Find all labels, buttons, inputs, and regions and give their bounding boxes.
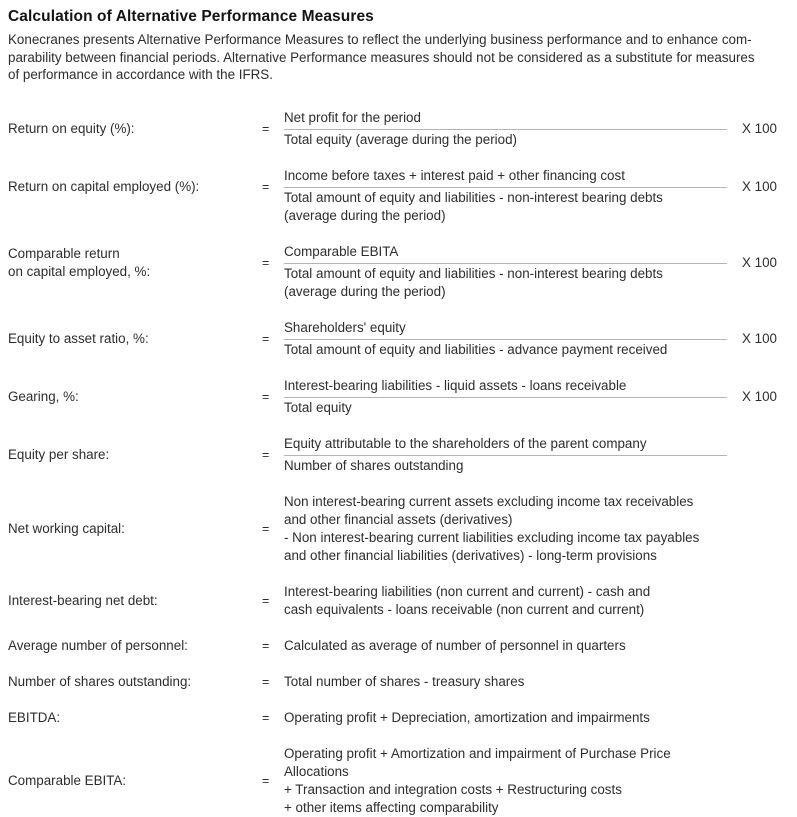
measure-formula xyxy=(284,583,727,619)
measure-formula xyxy=(284,109,727,149)
formula-line: Interest-bearing liabilities (non current and current) - cash and xyxy=(284,583,651,599)
measure-label xyxy=(8,120,262,138)
equals-sign: = xyxy=(262,521,270,536)
measure-label xyxy=(8,245,262,281)
fraction-denominator-line: Total equity (average during the period) xyxy=(284,131,517,147)
equals-sign: = xyxy=(262,710,270,725)
measure-formula xyxy=(284,709,727,727)
measure-formula xyxy=(284,377,727,417)
measure-label-line: Number of shares outstanding: xyxy=(8,673,192,689)
measure-label-line: Comparable EBITA: xyxy=(8,772,127,788)
formula-line: Operating profit + Depreciation, amortization and impairments xyxy=(284,709,650,725)
formula-line: - Non interest-bearing current liabilities excluding income tax payables xyxy=(284,529,700,545)
equals-sign: = xyxy=(262,179,270,194)
measure-label xyxy=(8,178,262,196)
fraction-numerator: Interest-bearing liabilities - liquid assets - loans receivable xyxy=(284,377,727,398)
intro-line: Konecranes presents Alternative Performance Measures to reflect the underlying business performance and to enhance com- xyxy=(8,32,752,47)
measure-label xyxy=(8,673,262,691)
formula-line: Total number of shares - treasury shares xyxy=(284,673,525,689)
measure-formula xyxy=(284,319,727,359)
equals-sign: = xyxy=(262,447,270,462)
fraction-denominator xyxy=(284,130,727,149)
measure-formula xyxy=(284,745,727,817)
fraction-denominator xyxy=(284,398,727,417)
multiplier-x100: X 100 xyxy=(742,330,777,346)
measure-formula xyxy=(284,167,727,225)
measure-label xyxy=(8,388,262,406)
measure-row xyxy=(8,109,789,149)
fraction-denominator-line: Total amount of equity and liabilities - non-interest bearing debts xyxy=(284,265,663,281)
formula-line: Operating profit + Amortization and impairment of Purchase Price Allocations xyxy=(284,745,671,779)
measure-row xyxy=(8,435,789,475)
measure-label xyxy=(8,330,262,348)
measure-label xyxy=(8,709,262,727)
measure-formula xyxy=(284,243,727,301)
multiplier-x100: X 100 xyxy=(742,120,777,136)
measure-row xyxy=(8,377,789,417)
equals-sign: = xyxy=(262,255,270,270)
formula-line: Non interest-bearing current assets excluding income tax receivables xyxy=(284,493,694,509)
measure-formula xyxy=(284,493,727,565)
measure-row xyxy=(8,709,789,727)
measure-label-line: Gearing, %: xyxy=(8,388,79,404)
multiplier-x100: X 100 xyxy=(742,178,777,194)
formula-line: and other financial liabilities (derivatives) - long-term provisions xyxy=(284,547,657,563)
measure-label xyxy=(8,520,262,538)
measure-label-line: on capital employed, %: xyxy=(8,263,151,279)
equals-sign: = xyxy=(262,593,270,608)
equals-sign: = xyxy=(262,121,270,136)
page-title: Calculation of Alternative Performance Measures xyxy=(8,8,374,25)
measures-list xyxy=(8,109,789,817)
equals-sign: = xyxy=(262,331,270,346)
fraction-denominator xyxy=(284,340,727,359)
measure-label-line: Net working capital: xyxy=(8,520,125,536)
equals-sign: = xyxy=(262,773,270,788)
measure-label-line: Return on capital employed (%): xyxy=(8,178,200,194)
fraction-numerator: Shareholders' equity xyxy=(284,319,727,340)
multiplier-x100: X 100 xyxy=(742,388,777,404)
measure-label-line: Equity to asset ratio, %: xyxy=(8,330,149,346)
formula-line: Calculated as average of number of personnel in quarters xyxy=(284,637,626,653)
equals-sign: = xyxy=(262,674,270,689)
formula-line: cash equivalents - loans receivable (non current and current) xyxy=(284,601,645,617)
measure-label-line: Interest-bearing net debt: xyxy=(8,592,158,608)
fraction-denominator-line: Number of shares outstanding xyxy=(284,457,464,473)
measure-formula xyxy=(284,637,727,655)
measure-row xyxy=(8,319,789,359)
formula-line: and other financial assets (derivatives) xyxy=(284,511,513,527)
measure-label xyxy=(8,592,262,610)
fraction-numerator: Comparable EBITA xyxy=(284,243,727,264)
equals-sign: = xyxy=(262,389,270,404)
intro-paragraph xyxy=(8,31,789,84)
multiplier-x100: X 100 xyxy=(742,254,777,270)
measure-label-line: Comparable return xyxy=(8,245,120,261)
measure-formula xyxy=(284,435,727,475)
measure-row xyxy=(8,167,789,225)
fraction-numerator: Net profit for the period xyxy=(284,109,727,130)
fraction-denominator xyxy=(284,264,727,301)
fraction-denominator-line: Total amount of equity and liabilities - non-interest bearing debts xyxy=(284,189,663,205)
measure-label xyxy=(8,446,262,464)
measure-row xyxy=(8,583,789,619)
fraction-numerator: Equity attributable to the shareholders of the parent company xyxy=(284,435,727,456)
measure-label-line: EBITDA: xyxy=(8,709,61,725)
formula-line: + other items affecting comparability xyxy=(284,799,499,815)
measure-row xyxy=(8,673,789,691)
fraction-denominator xyxy=(284,188,727,225)
measure-label-line: Return on equity (%): xyxy=(8,120,135,136)
fraction-denominator-line: (average during the period) xyxy=(284,283,446,299)
measure-label xyxy=(8,637,262,655)
fraction-numerator: Income before taxes + interest paid + other financing cost xyxy=(284,167,727,188)
intro-line: parability between financial periods. Alternative Performance measures should not be considered as a substitute for measures xyxy=(8,49,755,65)
measure-row xyxy=(8,493,789,565)
fraction-denominator-line: Total amount of equity and liabilities - advance payment received xyxy=(284,341,668,357)
measure-formula xyxy=(284,673,727,691)
fraction-denominator-line: Total equity xyxy=(284,399,352,415)
measure-label-line: Average number of personnel: xyxy=(8,637,188,653)
measure-row xyxy=(8,637,789,655)
fraction-denominator xyxy=(284,456,727,475)
intro-line: of performance in accordance with the IFRS. xyxy=(8,67,273,82)
equals-sign: = xyxy=(262,638,270,653)
measure-row xyxy=(8,745,789,817)
fraction-denominator-line: (average during the period) xyxy=(284,207,446,223)
formula-line: + Transaction and integration costs + Restructuring costs xyxy=(284,781,622,797)
measure-label-line: Equity per share: xyxy=(8,446,110,462)
measure-row xyxy=(8,243,789,301)
measure-label xyxy=(8,772,262,790)
